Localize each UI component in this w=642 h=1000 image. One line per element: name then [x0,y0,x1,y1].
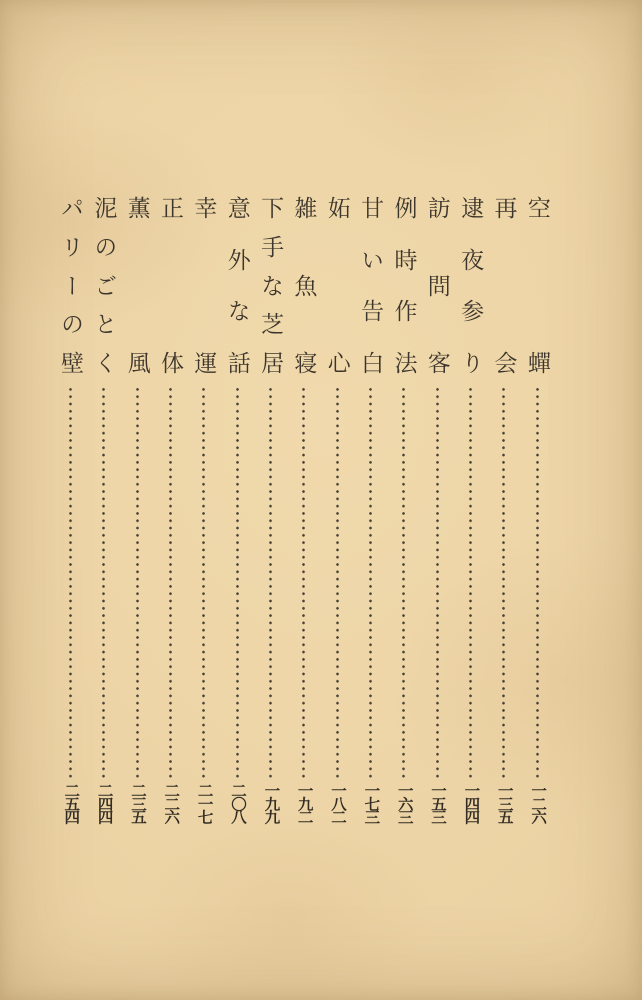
dotted-leader [402,386,405,778]
toc-entry-page-number: 一九二 [295,783,313,823]
title-char: 意 [224,196,250,219]
toc-entry-page-number: 一六三 [395,783,413,823]
dotted-leader [469,386,472,778]
toc-entry-page-number: 二〇八 [228,783,246,823]
title-char: 下 [258,196,284,219]
table-of-contents [54,196,554,856]
toc-entry-page-number: 一八二 [329,783,346,823]
toc-entry [87,196,120,856]
title-char: 告 [358,299,384,323]
title-char: 夜 [458,247,484,271]
title-char: 魚 [291,273,317,297]
title-char: 正 [158,196,184,219]
toc-entry-title [287,196,320,374]
dotted-leader [136,386,139,778]
title-char: 法 [391,350,417,374]
title-char: 体 [158,351,184,374]
title-char: 妬 [324,196,350,219]
toc-entry-title [354,196,387,374]
title-char: り [458,350,484,374]
toc-entry [454,196,487,856]
title-char: 客 [424,351,450,374]
title-char: 芝 [258,312,284,336]
toc-entry [354,196,387,856]
toc-entry-page-number: 一七三 [362,783,380,823]
toc-entry [521,196,554,856]
title-char: リ [58,234,83,258]
toc-entry-page-number: 二二六 [162,783,180,823]
title-char: 幸 [191,196,217,219]
toc-entry [154,196,187,856]
title-char: 参 [458,299,484,323]
title-char: 運 [191,351,217,374]
title-char: 白 [358,350,384,374]
toc-entry [54,196,87,856]
title-char: 逮 [458,196,484,219]
title-char: 甘 [358,196,384,219]
title-char: く [91,351,117,374]
toc-entry-page-number: 二五四 [62,783,80,823]
dotted-leader [169,386,172,778]
toc-entry [254,196,287,856]
toc-entry-title [254,196,287,374]
title-char: 例 [391,196,417,219]
title-char: の [58,312,83,336]
title-char: い [358,247,384,271]
title-char: 蟬 [524,351,550,374]
toc-entry-page-number: 一五三 [429,783,447,823]
title-char: 時 [391,247,417,271]
toc-entry-title [421,196,454,374]
toc-entry-page-number: 二四四 [95,783,113,823]
toc-entry-title [454,196,487,374]
toc-entry [387,196,420,856]
toc-entry [421,196,454,856]
title-char: 手 [258,234,284,258]
title-char: ご [91,273,117,297]
title-char: 薫 [124,196,150,219]
dotted-leader [102,386,105,778]
dotted-leader [436,386,439,778]
title-char: 泥 [91,196,117,219]
toc-entry-title [221,196,254,374]
toc-entry-page-number: 一二六 [529,783,547,823]
dotted-leader [269,386,272,778]
title-char: 問 [424,273,450,297]
toc-entry-title [154,196,187,374]
title-char: な [258,273,284,297]
toc-entry-title [187,196,220,374]
toc-entry-title [121,196,154,374]
toc-entry-title [487,196,520,374]
dotted-leader [336,386,339,778]
toc-entry [487,196,520,856]
toc-entry [287,196,320,856]
dotted-leader [536,386,539,778]
title-char: 話 [224,350,250,374]
toc-entry-title [387,196,420,374]
dotted-leader [69,386,72,778]
title-char: 空 [524,196,550,219]
title-char: 壁 [58,351,83,374]
title-char: 会 [491,351,517,374]
title-char: ー [58,273,83,297]
title-char: 訪 [424,196,450,219]
title-char: 風 [124,351,150,374]
title-char: 心 [324,351,350,374]
toc-entry-title [87,196,120,374]
toc-entry-page-number: 二一七 [195,783,213,823]
title-char: 雑 [291,196,317,219]
toc-entry-title [54,196,87,374]
toc-entry-page-number: 一四四 [462,783,480,823]
dotted-leader [369,386,372,778]
toc-entry-title [321,196,354,374]
toc-entry-page-number: 一九九 [262,783,280,823]
toc-entry [187,196,220,856]
title-char: な [224,299,250,323]
title-char: 作 [391,299,417,323]
title-char: パ [58,196,83,219]
dotted-leader [202,386,205,778]
toc-entry [221,196,254,856]
dotted-leader [236,386,239,778]
title-char: 外 [224,247,250,271]
title-char: と [91,312,117,336]
title-char: の [91,234,117,258]
dotted-leader [502,386,505,778]
dotted-leader [302,386,305,778]
toc-entry [321,196,354,856]
toc-entry [121,196,154,856]
toc-entry-title [521,196,554,374]
title-char: 寝 [291,351,317,374]
toc-entry-page-number: 一三五 [495,783,513,823]
toc-entry-page-number: 二三五 [128,783,146,823]
title-char: 再 [491,196,517,219]
title-char: 居 [258,351,284,374]
